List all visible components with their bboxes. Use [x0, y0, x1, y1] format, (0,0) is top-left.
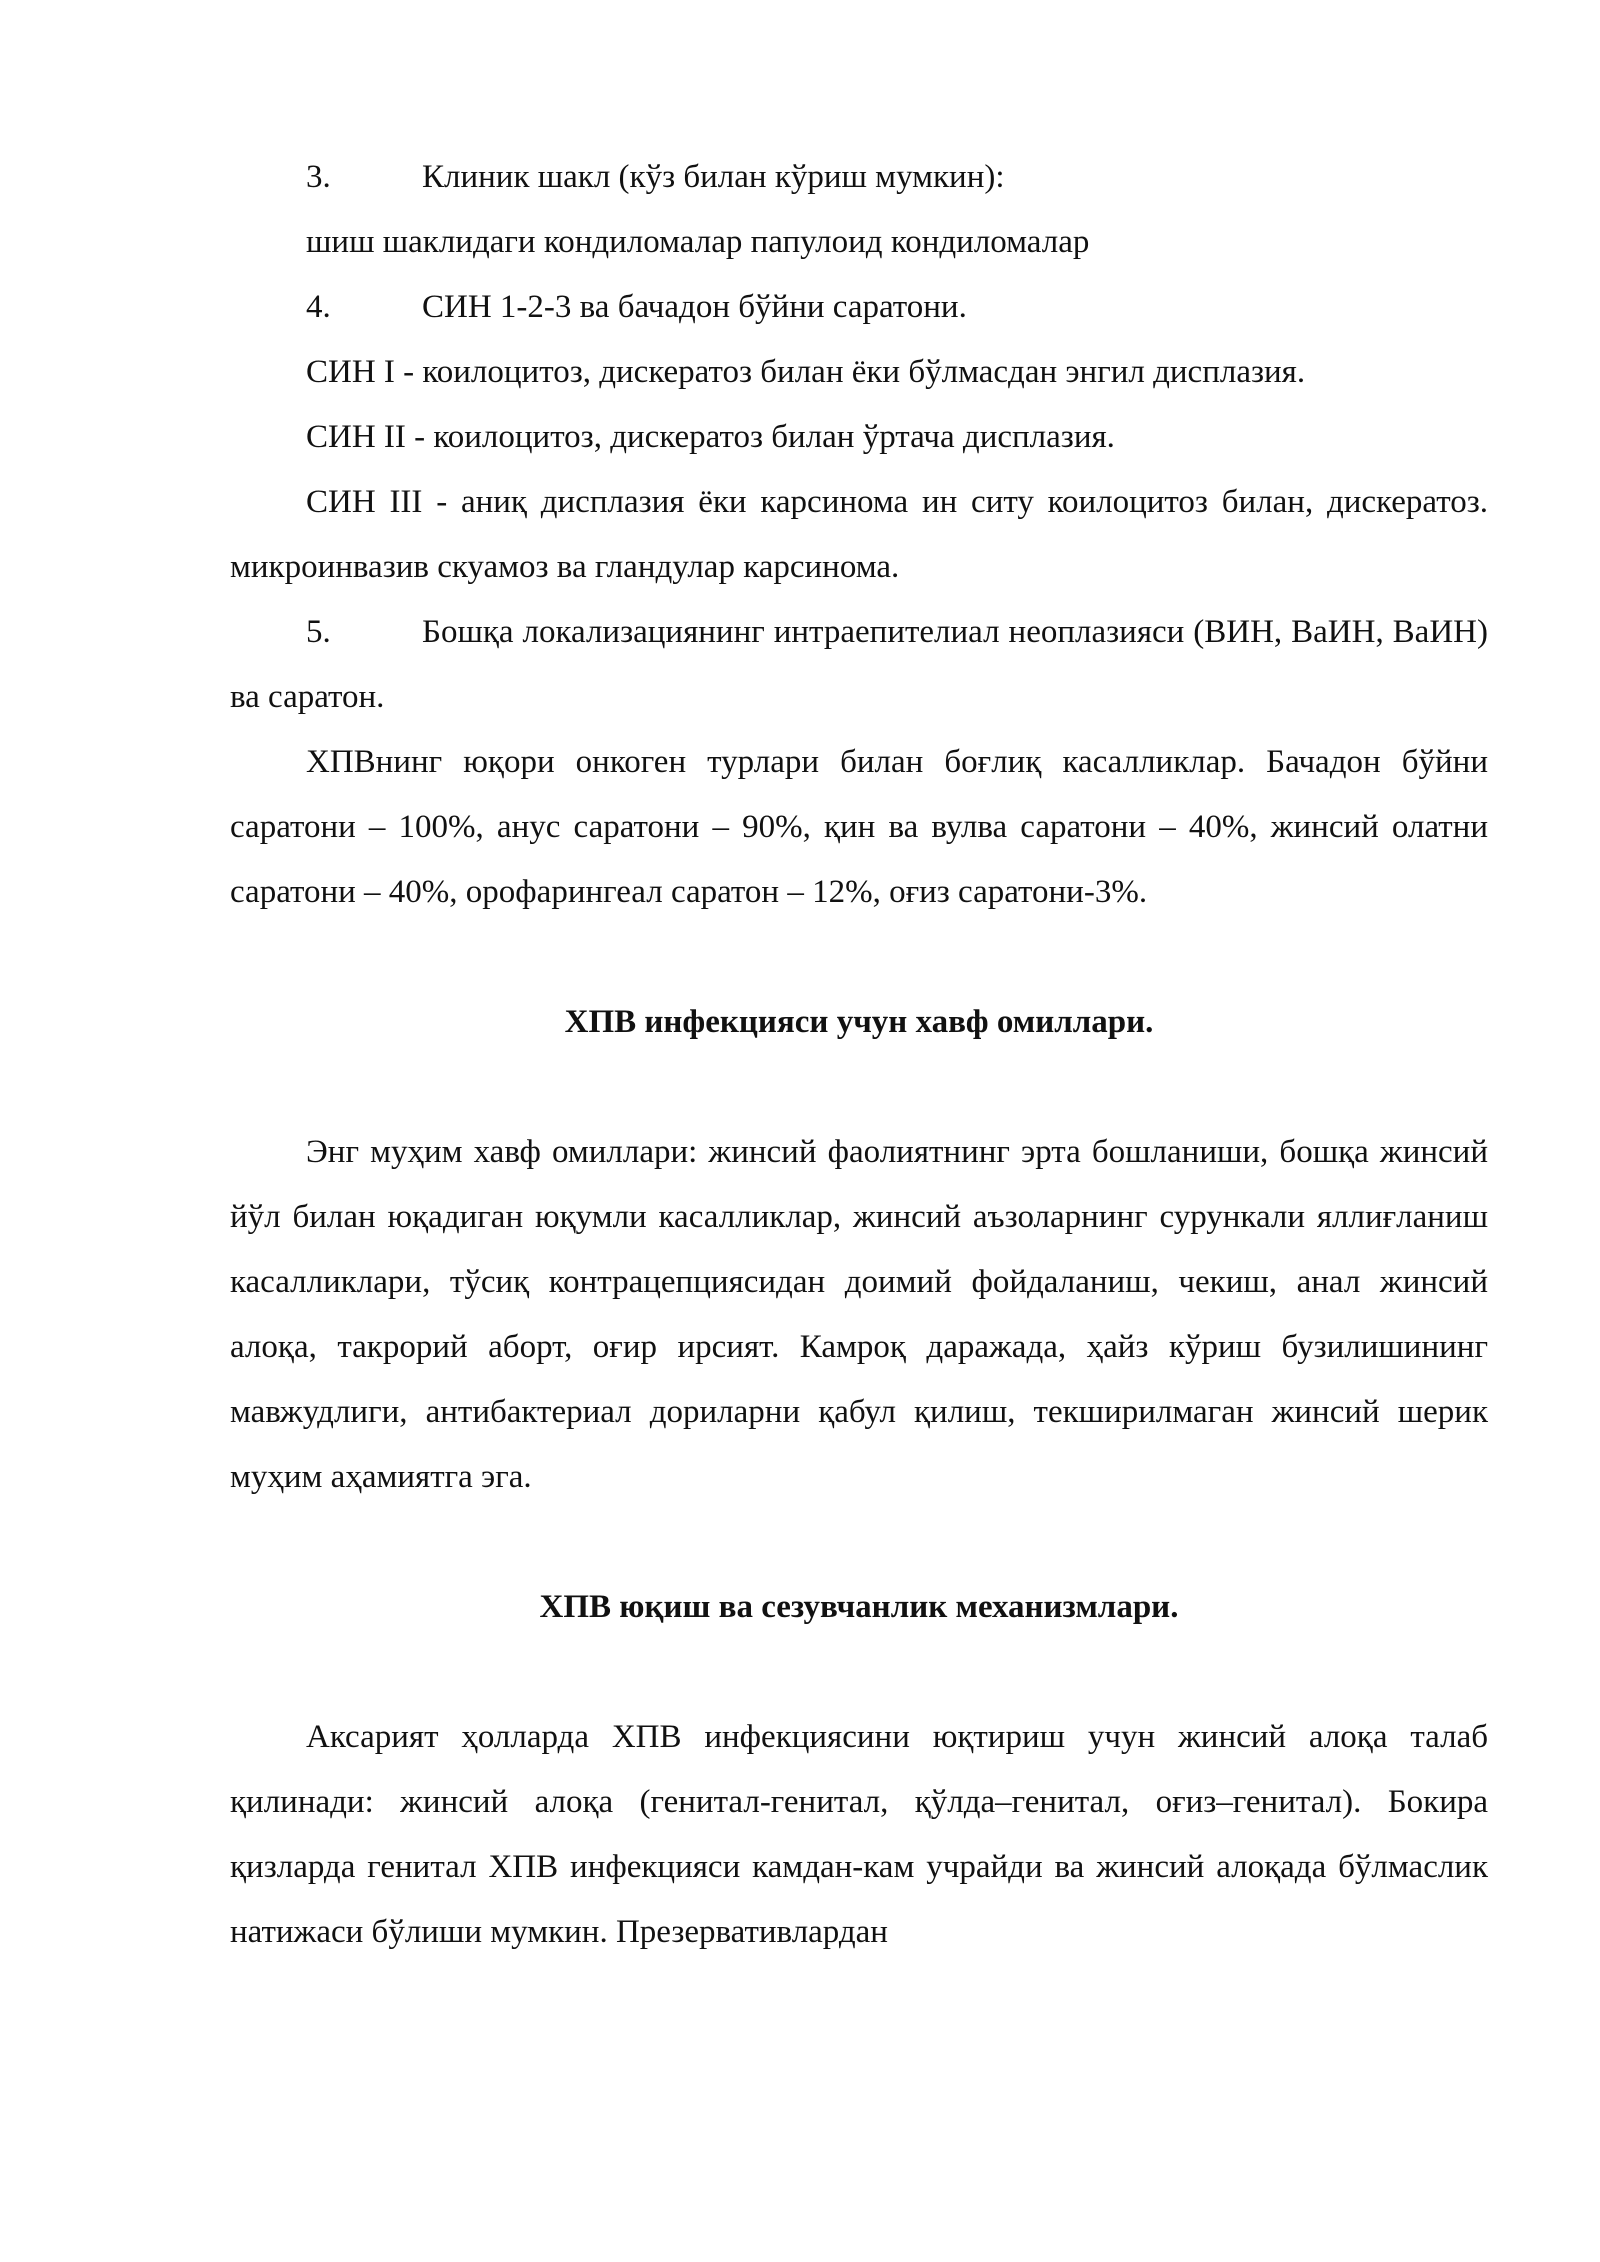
document-page	[230, 145, 1488, 1965]
cin1-line: СИН I - коилоцитоз, дискератоз билан ёки бўлмасдан энгил дисплазия.	[306, 354, 1306, 390]
transmission-paragraph: Аксарият ҳолларда ХПВ инфекциясини юқтириш учун жинсий алоқа талаб қилинади: жинсий алоқа (генитал-генитал, қўлда–генитал, оғиз–генитал). Бокира қизларда генитал ХПВ инфекцияси камдан-кам учрайди ва жинсий алоқада бўлмаслик натижаси бўлиши мумкин. Презервативлардан	[230, 1719, 1488, 1950]
list-item-5	[230, 600, 1488, 730]
section-heading-risk-factors: ХПВ инфекцияси учун хавф омиллари.	[564, 1004, 1154, 1040]
cin2-line: СИН II - коилоцитоз, дискератоз билан ўртача дисплазия.	[306, 419, 1115, 455]
spacer	[230, 1640, 1488, 1705]
list-item-4	[230, 275, 1488, 340]
list-number: 3.	[306, 159, 331, 195]
clinical-forms-line: шиш шаклидаги кондиломалар папулоид кондиломалар	[306, 224, 1090, 260]
list-number: 4.	[306, 289, 331, 325]
list-item-text: Бошқа локализациянинг интраепителиал неоплазияси (ВИН, ВаИН, ВаИН) ва саратон.	[230, 614, 1488, 715]
spacer	[230, 925, 1488, 990]
list-item-text: СИН 1-2-3 ва бачадон бўйни саратони.	[422, 289, 967, 325]
risk-factors-paragraph: Энг муҳим хавф омиллари: жинсий фаолиятнинг эрта бошланиши, бошқа жинсий йўл билан юқадиган юқумли касалликлар, жинсий аъзоларнинг сурункали яллиғланиш касалликлари, тўсиқ контрацепциясидан доимий фойдаланиш, чекиш, анал жинсий алоқа, такрорий аборт, оғир ирсият. Камроқ даражада, ҳайз кўриш бузилишининг мавжудлиги, антибактериал дориларни қабул қилиш, текширилмаган жинсий шерик муҳим аҳамиятга эга.	[230, 1134, 1488, 1495]
list-item-3	[230, 145, 1488, 210]
spacer	[230, 1055, 1488, 1120]
spacer	[230, 1510, 1488, 1575]
cin3-paragraph: СИН III - аниқ дисплазия ёки карсинома ин ситу коилоцитоз билан, дискератоз. микроинвазив скуамоз ва гландулар карсинома.	[230, 484, 1488, 585]
list-item-text: Клиник шакл (кўз билан кўриш мумкин):	[422, 159, 1005, 195]
section-heading-transmission: ХПВ юқиш ва сезувчанлик механизмлари.	[539, 1589, 1179, 1625]
list-number: 5.	[306, 614, 331, 650]
oncogenic-paragraph: ХПВнинг юқори онкоген турлари билан боғлиқ касалликлар. Бачадон бўйни саратони – 100%, анус саратони – 90%, қин ва вулва саратони – 40%, жинсий олатни саратони – 40%, орофарингеал саратон – 12%, оғиз саратони-3%.	[230, 744, 1488, 910]
